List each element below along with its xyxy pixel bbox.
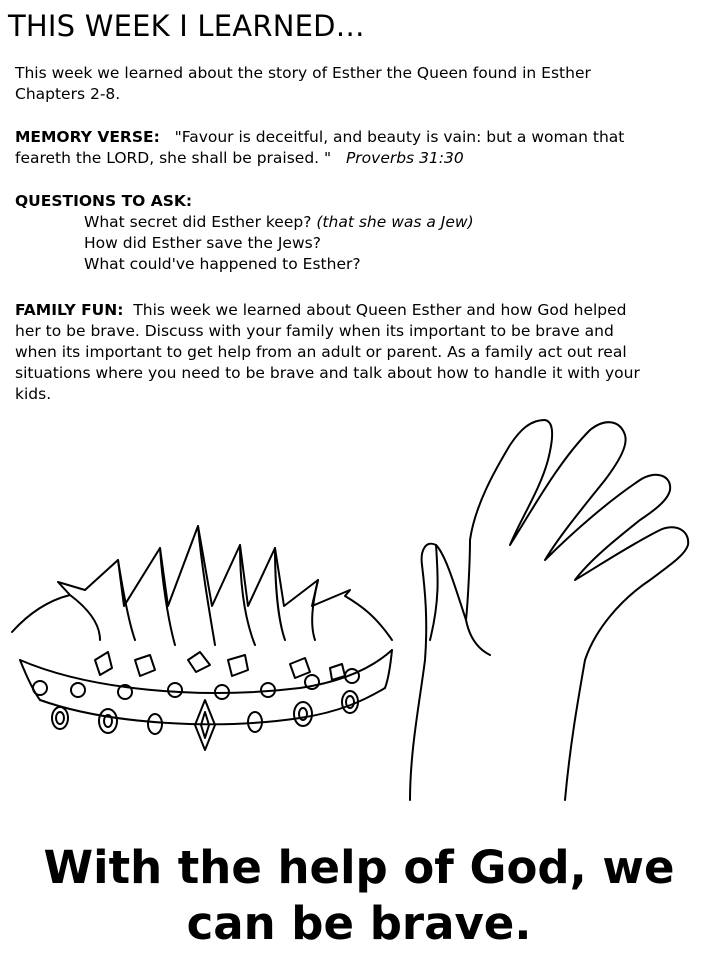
- family-fun-text: kids.: [15, 385, 52, 403]
- family-fun-label: FAMILY FUN:: [15, 301, 124, 319]
- question-text: What could've happened to Esther?: [84, 255, 361, 273]
- question-item: [15, 233, 705, 254]
- footer-message: [0, 840, 718, 952]
- intro-paragraph: [15, 63, 705, 105]
- page-title: THIS WEEK I LEARNED…: [8, 9, 365, 43]
- question-item: [15, 254, 705, 275]
- family-fun-text: when its important to get help from an adult or parent. As a family act out real: [15, 343, 627, 361]
- family-fun-text: her to be brave. Discuss with your family when its important to be brave and: [15, 322, 614, 340]
- family-fun-text: situations where you need to be brave and talk about how to handle it with your: [15, 364, 640, 382]
- crown-icon: [12, 526, 392, 750]
- questions-section: [15, 191, 705, 275]
- question-text: What secret did Esther keep?: [84, 213, 312, 231]
- family-fun-section: [15, 300, 705, 405]
- intro-line: Chapters 2-8.: [15, 85, 121, 103]
- memory-verse-text: feareth the LORD, she shall be praised. ": [15, 149, 332, 167]
- memory-verse-reference: Proverbs 31:30: [345, 149, 464, 167]
- illustration-area: [0, 405, 718, 805]
- question-answer: (that she was a Jew): [316, 213, 474, 231]
- memory-verse-section: [15, 127, 705, 169]
- footer-line: can be brave.: [186, 897, 532, 950]
- intro-line: This week we learned about the story of Esther the Queen found in Esther: [15, 64, 591, 82]
- raised-hand-icon: [410, 420, 688, 800]
- questions-label: QUESTIONS TO ASK:: [15, 192, 193, 210]
- footer-line: With the help of God, we: [43, 841, 675, 894]
- memory-verse-text: "Favour is deceitful, and beauty is vain: but a woman that: [174, 128, 625, 146]
- memory-verse-label: MEMORY VERSE:: [15, 128, 160, 146]
- family-fun-text: This week we learned about Queen Esther and how God helped: [133, 301, 627, 319]
- question-item: [15, 212, 705, 233]
- question-text: How did Esther save the Jews?: [84, 234, 321, 252]
